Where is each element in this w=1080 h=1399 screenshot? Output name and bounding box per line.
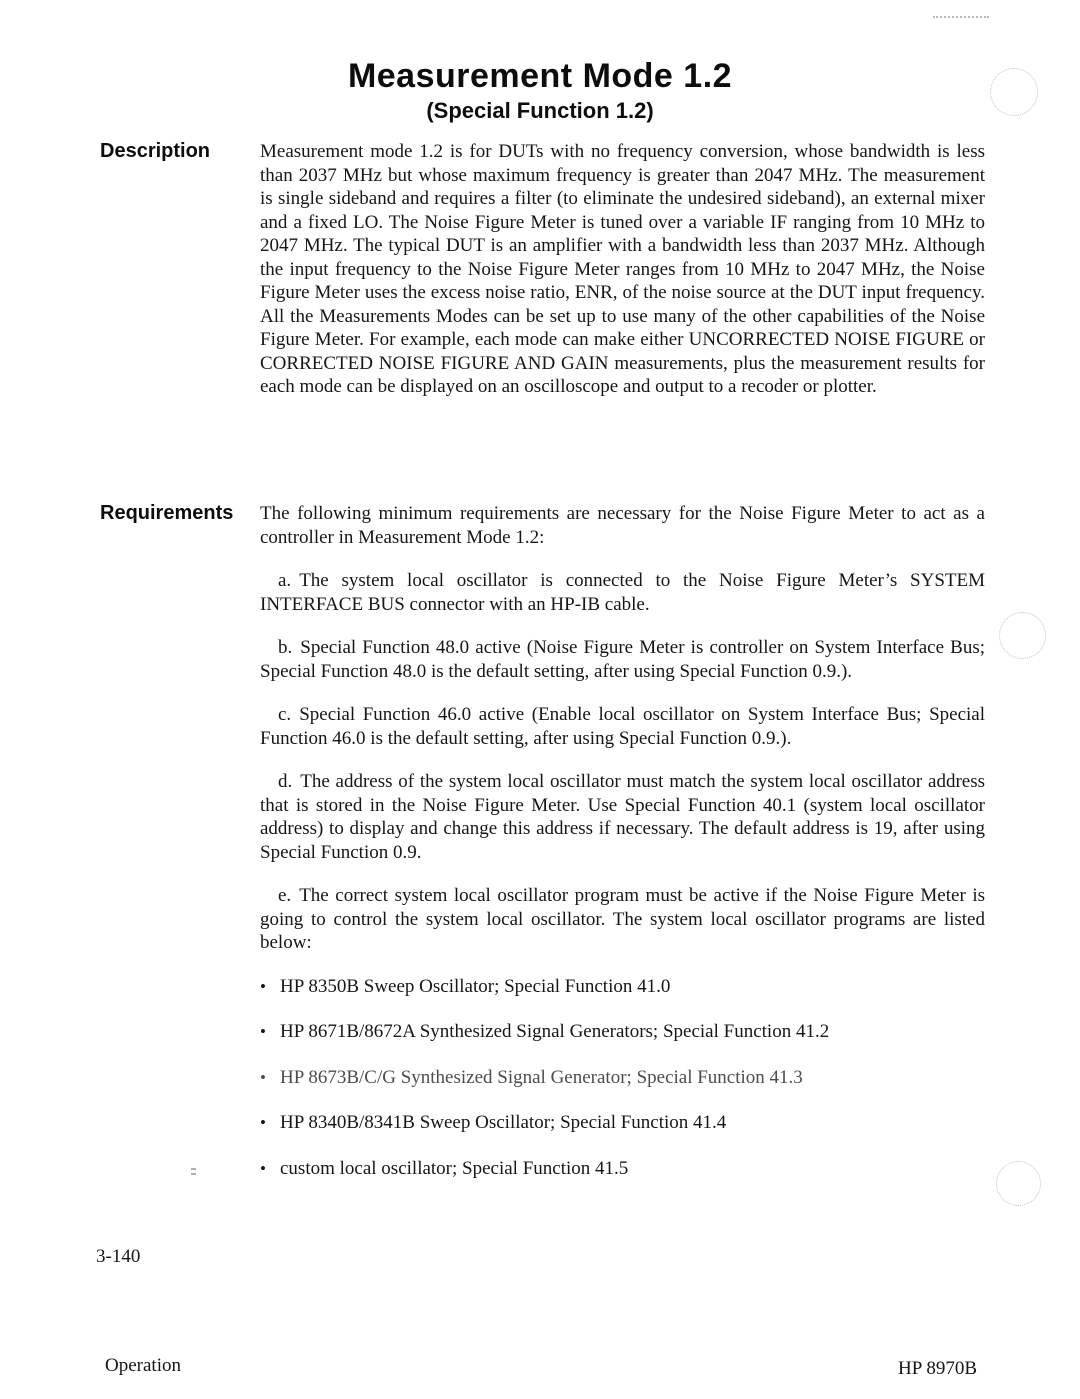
footer-model-number: HP 8970B	[898, 1358, 978, 1379]
scan-artifact-circle	[999, 612, 1046, 659]
item-letter: a.	[278, 570, 292, 591]
item-letter: b.	[278, 637, 293, 658]
program-list-item	[260, 1157, 985, 1181]
bullet-icon: •	[260, 1067, 266, 1087]
item-text: The system local oscillator is connected to the Noise Figure Meter’s SYSTEM INTERFACE BUS connector with an HP-IB cable.	[260, 570, 985, 615]
bullet-icon: •	[260, 1113, 266, 1132]
requirement-item-c	[260, 703, 985, 750]
program-text: HP 8340B/8341B Sweep Oscillator; Special Function 41.4	[280, 1112, 727, 1133]
scan-artifact-dashes	[933, 16, 989, 18]
item-text: Special Function 46.0 active (Enable local oscillator on System Interface Bus; Special Function 46.0 is the default setting, after using Special Function 0.9.).	[260, 704, 985, 749]
bullet-icon: •	[260, 1158, 266, 1178]
program-list-item	[260, 975, 985, 999]
requirements-section	[100, 502, 985, 1202]
page-title: Measurement Mode 1.2	[347, 57, 733, 95]
program-list-item	[260, 1020, 985, 1044]
program-list-item	[260, 1111, 985, 1135]
description-paragraph: Measurement mode 1.2 is for DUTs with no frequency conversion, whose bandwidth is less than 2037 MHz but whose maximum frequency is greater than 2047 MHz. The measurement is single sideband and requires a filter (to eliminate the undesired sideband), an external mixer and a fixed LO. The Noise Figure Meter is tuned over a variable IF ranging from 10 MHz to 2047 MHz. The typical DUT is an amplifier with a bandwidth less than 2037 MHz. Although the input frequency to the Noise Figure Meter ranges from 10 MHz to 2047 MHz, the Noise Figure Meter uses the excess noise ratio, ENR, of the noise source at the DUT input frequency. All the Measurements Modes can be set up to use many of the other capabilities of the Noise Figure Meter. For example, each mode can make either UNCORRECTED NOISE FIGURE or CORRECTED NOISE FIGURE AND GAIN measurements, plus the measurement results for each mode can be displayed on an oscilloscope and output to a recoder or plotter.	[260, 141, 985, 397]
requirement-item-d	[260, 770, 985, 864]
bullet-icon: •	[260, 1022, 266, 1041]
requirement-item-e	[260, 884, 985, 955]
item-text: The correct system local oscillator program must be active if the Noise Figure Meter is going to control the system local oscillator. The system local oscillator programs are listed below:	[260, 885, 985, 953]
program-text: custom local oscillator; Special Function 41.5	[280, 1157, 629, 1179]
footer-section-name: Operation	[105, 1355, 181, 1376]
description-content	[260, 140, 985, 399]
description-section	[100, 140, 985, 399]
scan-artifact-circle	[996, 1161, 1041, 1206]
item-letter: c.	[278, 704, 292, 725]
item-letter: d.	[278, 771, 293, 792]
requirement-item-a	[260, 569, 985, 616]
program-list-item	[260, 1066, 985, 1090]
item-letter: e.	[278, 885, 292, 906]
program-text: HP 8673B/C/G Synthesized Signal Generator; Special Function 41.3	[280, 1066, 803, 1088]
requirements-label: Requirements	[100, 502, 234, 524]
item-text: The address of the system local oscillator must match the system local oscillator address that is stored in the Noise Figure Meter. Use Special Function 40.1 (system local oscillator address) to display and change this address if necessary. The default address is 19, after using Special Function 0.9.	[260, 771, 985, 863]
item-text: Special Function 48.0 active (Noise Figure Meter is controller on System Interface Bus; Special Function 48.0 is the default setting, after using Special Function 0.9.).	[260, 637, 985, 682]
program-text: HP 8671B/8672A Synthesized Signal Generators; Special Function 41.2	[280, 1021, 830, 1042]
requirements-intro: The following minimum requirements are necessary for the Noise Figure Meter to act as a controller in Measurement Mode 1.2:	[260, 503, 985, 548]
page-subtitle: (Special Function 1.2)	[426, 98, 654, 123]
requirements-content	[260, 502, 985, 1202]
description-label: Description	[100, 140, 211, 162]
page-number: 3-140	[96, 1246, 141, 1267]
program-text: HP 8350B Sweep Oscillator; Special Function 41.0	[280, 975, 671, 997]
bullet-icon: •	[260, 976, 266, 996]
requirement-item-b	[260, 636, 985, 683]
title-block	[0, 58, 1080, 123]
program-list	[260, 975, 985, 1181]
